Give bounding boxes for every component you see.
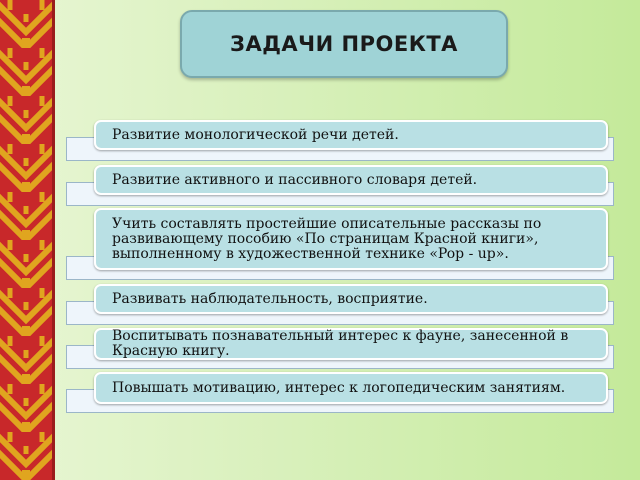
ornament-edge-line xyxy=(52,0,55,480)
task-pill xyxy=(94,372,608,404)
task-text: Развивать наблюдательность, восприятие. xyxy=(112,290,428,307)
task-pill xyxy=(94,165,608,195)
task-text: Развитие монологической речи детей. xyxy=(112,126,399,143)
task-text: Повышать мотивацию, интерес к логопедическим занятиям. xyxy=(112,379,566,396)
folk-ornament-border xyxy=(0,0,52,480)
task-pill xyxy=(94,208,608,270)
task-text: Развитие активного и пассивного словаря детей. xyxy=(112,171,478,188)
task-text: Учить составлять простейшие описательные рассказы по развивающему пособию «По страницам Красной книги», выполненному в художественной технике «Pop - up». xyxy=(112,215,542,262)
task-pill xyxy=(94,120,608,150)
task-pill xyxy=(94,328,608,360)
task-text: Воспитывать познавательный интерес к фауне, занесенной в Красную книгу. xyxy=(112,328,569,359)
task-pill xyxy=(94,284,608,314)
ornament-pattern xyxy=(0,0,52,480)
page-title: ЗАДАЧИ ПРОЕКТА xyxy=(230,32,458,56)
title-box xyxy=(180,10,508,78)
